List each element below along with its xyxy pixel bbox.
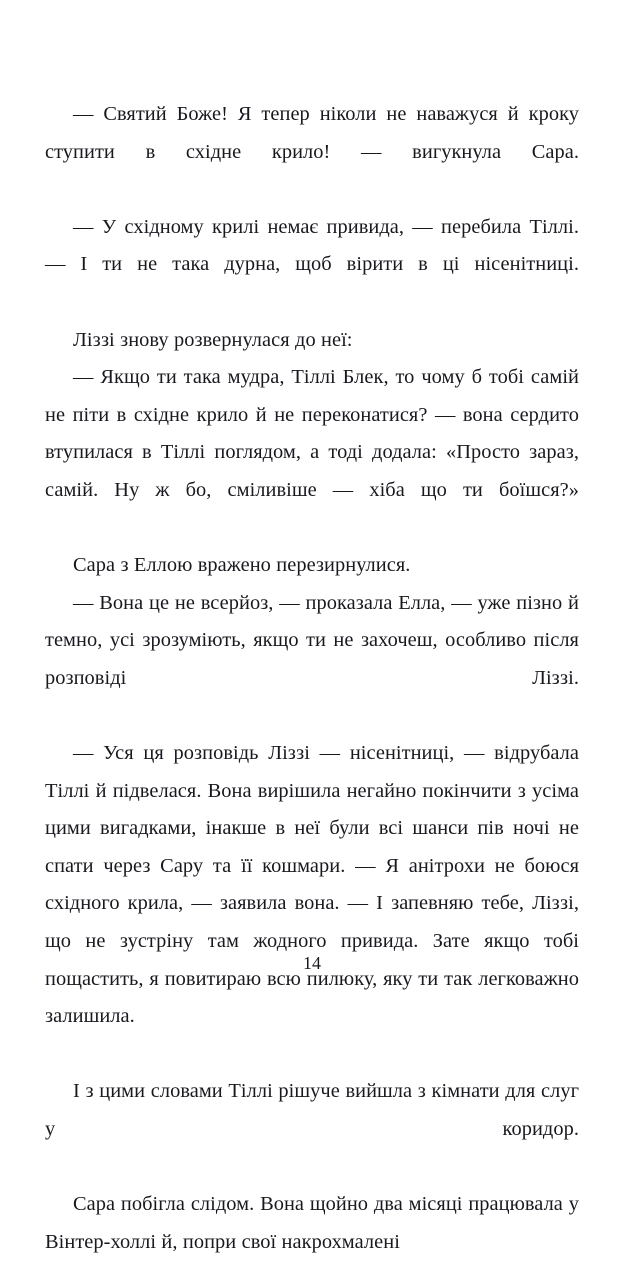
paragraph-5: Сара з Еллою вражено перезирнулися. [73,554,411,577]
page-text-body [45,96,579,1261]
paragraph-1: — Святий Боже! Я тепер ніколи не наважуся й кроку ступити в східне крило! — вигукнула Сара. [45,103,579,163]
paragraph-7: — Уся ця розповідь Ліззі — нісенітниці, — відрубала Тіллі й підвелася. Вона вирішила негайно покінчити з усіма цими вигадками, інакше в неї були всі шанси пів ночі не спати через Сару та її кошмари. — Я анітрохи не боюся східного крила, — заявила вона. — І запевняю тебе, Ліззі, що не зустріну там жодного привида. Зате якщо тобі пощастить, я повитираю всю пилюку, яку ти так легковажно залишила. [45,742,579,1028]
paragraph-9: Сара побігла слідом. Вона щойно два місяці працювала у Вінтер-холлі й, попри свої накрохмалені [45,1193,579,1253]
page-number: 14 [303,953,321,973]
paragraph-3: Ліззі знову розвернулася до неї: [73,328,353,351]
paragraph-8: І з цими словами Тіллі рішуче вийшла з кімнати для слуг у коридор. [45,1080,579,1141]
paragraph-2: — У східному крилі немає привида, — перебила Тіллі. — І ти не така дурна, щоб вірити в ці нісенітниці. [45,215,579,276]
paragraph-6: — Вона це не всерйоз, — проказала Елла, — уже пізно й темно, усі зрозуміють, якщо ти не захочеш, особливо після розповіді Ліззі. [45,591,579,689]
paragraph-4: — Якщо ти така мудра, Тіллі Блек, то чому б тобі самій не піти в східне крило й не переконатися? — вона сердито втупилася в Тіллі поглядом, а тоді додала: «Просто зараз, самій. Ну ж бо, сміливіше — хіба що ти боїшся?» [45,366,579,501]
